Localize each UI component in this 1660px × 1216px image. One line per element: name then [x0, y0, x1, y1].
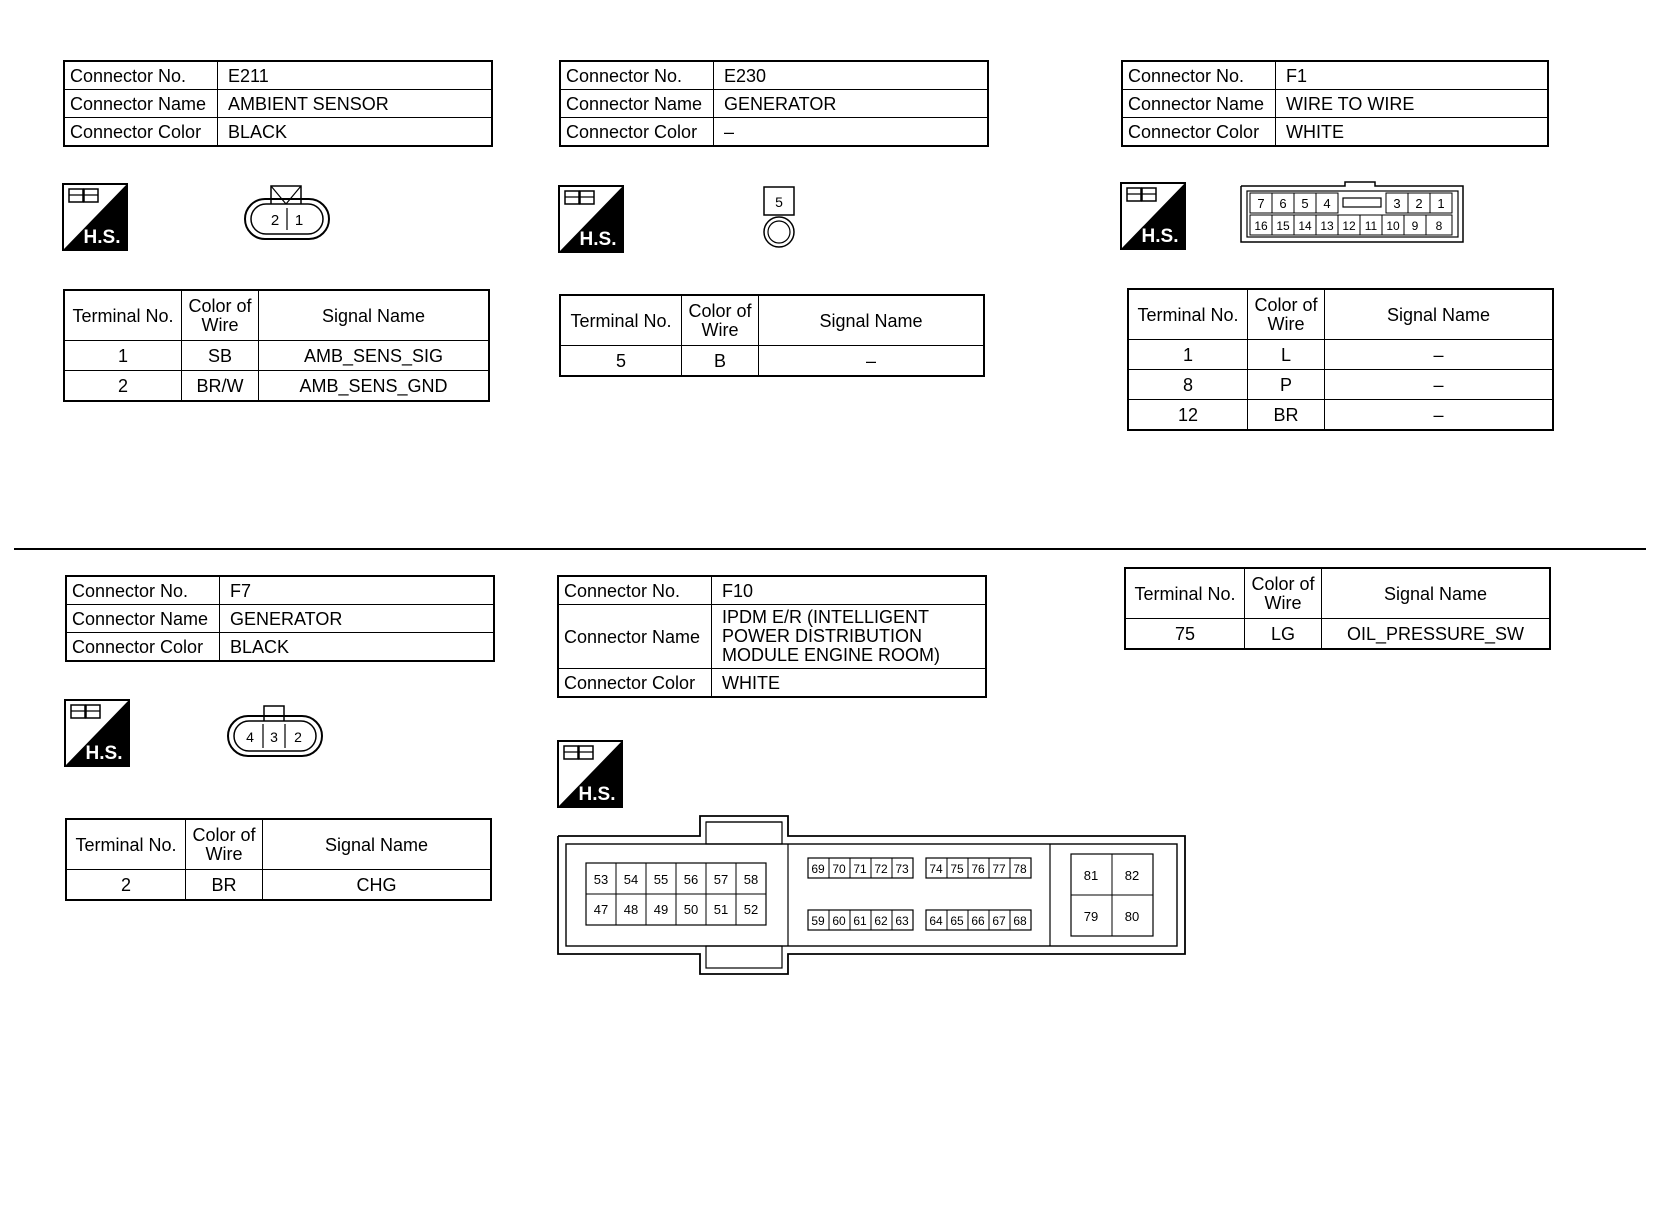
table-row [64, 341, 489, 371]
pin-label: 60 [832, 914, 846, 928]
terminal-table-e230 [559, 294, 985, 377]
terminal-no-header: Terminal No. [1125, 568, 1245, 619]
hs-label: H.S. [579, 229, 617, 250]
connector-color-label: Connector Color [66, 633, 220, 662]
table-row [64, 371, 489, 402]
wire-color-header: Color of Wire [182, 290, 259, 341]
connector-color-value: BLACK [218, 118, 493, 147]
connector-color-value: WHITE [712, 669, 987, 698]
connector-info-e230 [559, 60, 989, 147]
wire-color: BR/W [182, 371, 259, 402]
wire-color-header: Color of Wire [682, 295, 759, 346]
terminal-no: 1 [64, 341, 182, 371]
connector-name-value: AMBIENT SENSOR [218, 90, 493, 118]
pin-label: 62 [874, 914, 888, 928]
pin-label: 67 [992, 914, 1006, 928]
pin-label: 66 [971, 914, 985, 928]
connector-no-label: Connector No. [558, 576, 712, 605]
hs-label: H.S. [85, 743, 123, 764]
pin-label: 14 [1298, 219, 1312, 233]
connector-color-label: Connector Color [558, 669, 712, 698]
pin-label: 65 [950, 914, 964, 928]
wire-color: B [682, 346, 759, 377]
connector-no-label: Connector No. [64, 61, 218, 90]
pin-label: 70 [832, 862, 846, 876]
pin-label: 63 [895, 914, 909, 928]
connector-face-e211 [243, 184, 333, 244]
terminal-no: 2 [66, 870, 186, 901]
connector-name-value: WIRE TO WIRE [1276, 90, 1549, 118]
signal-name: – [1325, 340, 1554, 370]
pin-label: 47 [593, 902, 609, 917]
connector-name-label: Connector Name [560, 90, 714, 118]
pin-label: 79 [1083, 909, 1099, 924]
connector-name-value: GENERATOR [220, 605, 495, 633]
hs-symbol-icon [64, 699, 130, 767]
hs-label: H.S. [578, 784, 616, 805]
pin-label: 52 [743, 902, 759, 917]
pin-label: 61 [853, 914, 867, 928]
connector-info-f10 [557, 575, 987, 698]
pin-label: 3 [1393, 196, 1401, 211]
signal-name: – [1325, 400, 1554, 431]
table-row [66, 870, 491, 901]
wire-color: P [1248, 370, 1325, 400]
connector-no-label: Connector No. [1122, 61, 1276, 90]
terminal-no: 5 [560, 346, 682, 377]
pin-label: 81 [1083, 868, 1099, 883]
signal-name: CHG [263, 870, 492, 901]
table-row [1125, 619, 1550, 650]
terminal-no: 1 [1128, 340, 1248, 370]
pin-label: 53 [593, 872, 609, 887]
terminal-table-f7 [65, 818, 492, 901]
wire-color: BR [1248, 400, 1325, 431]
hs-label: H.S. [83, 227, 121, 248]
pin-label: 15 [1276, 219, 1290, 233]
pin-label: 1 [294, 212, 304, 229]
pin-label: 73 [895, 862, 909, 876]
signal-name: OIL_PRESSURE_SW [1322, 619, 1551, 650]
pin-label: 7 [1257, 196, 1265, 211]
terminal-no: 2 [64, 371, 182, 402]
pin-label: 71 [853, 862, 867, 876]
wire-color: L [1248, 340, 1325, 370]
signal-name-header: Signal Name [759, 295, 985, 346]
wire-color-header: Color of Wire [1245, 568, 1322, 619]
pin-label: 3 [270, 729, 278, 745]
pin-label: 68 [1013, 914, 1027, 928]
pin-label: 4 [246, 729, 254, 745]
connector-color-label: Connector Color [64, 118, 218, 147]
pin-label: 75 [950, 862, 964, 876]
pin-label: 48 [623, 902, 639, 917]
pin-label: 5 [1301, 196, 1309, 211]
pin-label: 50 [683, 902, 699, 917]
hs-symbol-icon [1120, 182, 1186, 250]
pin-label: 12 [1342, 219, 1356, 233]
pin-label: 80 [1124, 909, 1140, 924]
table-row [560, 346, 984, 377]
pin-label: 49 [653, 902, 669, 917]
terminal-no: 8 [1128, 370, 1248, 400]
pin-label: 56 [683, 872, 699, 887]
connector-no-value: E211 [218, 61, 493, 90]
hs-symbol-icon [557, 740, 623, 808]
pin-label: 4 [1323, 196, 1331, 211]
connector-color-label: Connector Color [1122, 118, 1276, 147]
table-row [1128, 400, 1553, 431]
terminal-table-f1 [1127, 288, 1554, 431]
pin-label: 72 [874, 862, 888, 876]
signal-name-header: Signal Name [263, 819, 492, 870]
wire-color-header: Color of Wire [1248, 289, 1325, 340]
connector-no-value: F7 [220, 576, 495, 605]
connector-face-f1 [1240, 181, 1465, 245]
connector-no-value: E230 [714, 61, 989, 90]
pin-label: 6 [1279, 196, 1287, 211]
pin-label: 69 [811, 862, 825, 876]
hs-symbol-icon [62, 183, 128, 251]
hs-symbol-icon [558, 185, 624, 253]
table-row [1128, 370, 1553, 400]
signal-name: – [759, 346, 985, 377]
wire-color: BR [186, 870, 263, 901]
connector-info-f7 [65, 575, 495, 662]
wire-color: LG [1245, 619, 1322, 650]
pin-label: 78 [1013, 862, 1027, 876]
signal-name-header: Signal Name [1322, 568, 1551, 619]
hs-label: H.S. [1141, 226, 1179, 247]
signal-name-header: Signal Name [259, 290, 490, 341]
terminal-no-header: Terminal No. [1128, 289, 1248, 340]
terminal-no-header: Terminal No. [560, 295, 682, 346]
connector-color-label: Connector Color [560, 118, 714, 147]
connector-name-value: IPDM E/R (INTELLIGENT POWER DISTRIBUTION MODULE ENGINE ROOM) [712, 605, 987, 669]
connector-face-f10 [556, 814, 1188, 978]
connector-info-f1 [1121, 60, 1549, 147]
signal-name-header: Signal Name [1325, 289, 1554, 340]
pin-label: 57 [713, 872, 729, 887]
pin-label: 16 [1254, 219, 1268, 233]
pin-label: 74 [929, 862, 943, 876]
connector-name-value: GENERATOR [714, 90, 989, 118]
pin-label: 1 [1437, 196, 1445, 211]
terminal-table-e211 [63, 289, 490, 402]
connector-color-value: WHITE [1276, 118, 1549, 147]
pin-label: 51 [713, 902, 729, 917]
pin-label: 2 [270, 212, 280, 229]
pin-label: 76 [971, 862, 985, 876]
connector-name-label: Connector Name [66, 605, 220, 633]
connector-no-value: F1 [1276, 61, 1549, 90]
signal-name: AMB_SENS_SIG [259, 341, 490, 371]
pin-label: 2 [1415, 196, 1423, 211]
terminal-no-header: Terminal No. [64, 290, 182, 341]
pin-label: 64 [929, 914, 943, 928]
pin-label: 9 [1411, 219, 1419, 233]
connector-no-value: F10 [712, 576, 987, 605]
connector-name-label: Connector Name [1122, 90, 1276, 118]
pin-label: 55 [653, 872, 669, 887]
connector-no-label: Connector No. [66, 576, 220, 605]
wire-color-header: Color of Wire [186, 819, 263, 870]
section-divider [14, 548, 1646, 550]
connector-color-value: – [714, 118, 989, 147]
connector-no-label: Connector No. [560, 61, 714, 90]
pin-label: 77 [992, 862, 1006, 876]
table-row [1128, 340, 1553, 370]
pin-label: 5 [775, 194, 783, 210]
pin-label: 58 [743, 872, 759, 887]
pin-label: 82 [1124, 868, 1140, 883]
signal-name: – [1325, 370, 1554, 400]
pin-label: 54 [623, 872, 639, 887]
pin-label: 11 [1364, 219, 1378, 233]
pin-label: 13 [1320, 219, 1334, 233]
connector-face-f7 [226, 704, 326, 760]
connector-name-label: Connector Name [64, 90, 218, 118]
pin-label: 2 [294, 729, 302, 745]
pin-label: 10 [1386, 219, 1400, 233]
connector-name-label: Connector Name [558, 605, 712, 669]
connector-color-value: BLACK [220, 633, 495, 662]
terminal-table-f10 [1124, 567, 1551, 650]
pin-label: 59 [811, 914, 825, 928]
wire-color: SB [182, 341, 259, 371]
terminal-no-header: Terminal No. [66, 819, 186, 870]
connector-info-e211 [63, 60, 493, 147]
terminal-no: 75 [1125, 619, 1245, 650]
terminal-no: 12 [1128, 400, 1248, 431]
connector-face-e230 [760, 185, 800, 251]
signal-name: AMB_SENS_GND [259, 371, 490, 402]
pin-label: 8 [1435, 219, 1443, 233]
